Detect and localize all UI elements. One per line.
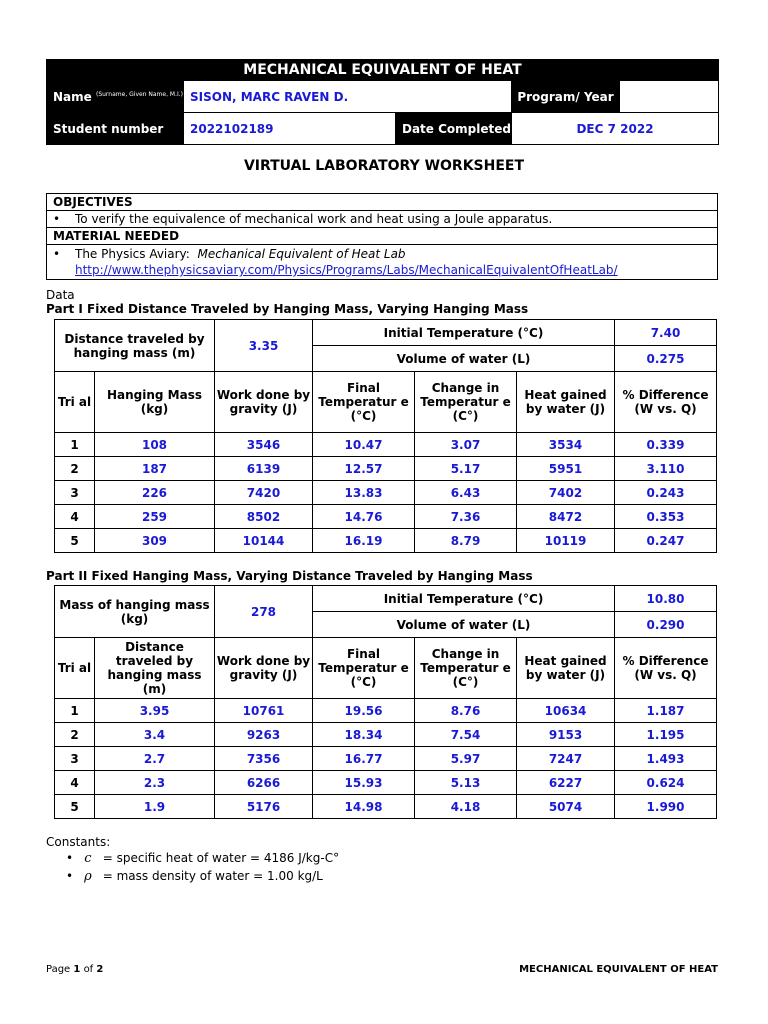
table-cell: 3.07 bbox=[415, 433, 517, 457]
page-number bbox=[46, 964, 103, 975]
page-total: 2 bbox=[96, 964, 104, 975]
table-cell: 1.187 bbox=[615, 699, 717, 723]
part1-col-header: Tri al bbox=[55, 372, 95, 433]
bullet-icon: • bbox=[53, 212, 61, 226]
constants-label: Constants: bbox=[46, 835, 111, 849]
physics-aviary-link[interactable]: http://www.thephysicsaviary.com/Physics/Programs/Labs/MechanicalEquivalentOfHeatLab/ bbox=[75, 263, 618, 277]
constant-text: = specific heat of water = 4186 J/kg-C° bbox=[102, 851, 340, 865]
objectives-heading: OBJECTIVES bbox=[47, 194, 718, 211]
part1-table bbox=[54, 319, 717, 553]
objective-text: To verify the equivalence of mechanical work and heat using a Joule apparatus. bbox=[75, 212, 553, 226]
table-cell: 0.353 bbox=[615, 505, 717, 529]
table-cell: 3.110 bbox=[615, 457, 717, 481]
table-cell: 0.243 bbox=[615, 481, 717, 505]
table-cell: 1.493 bbox=[615, 747, 717, 771]
table-cell: 1.990 bbox=[615, 795, 717, 819]
worksheet-header-title: MECHANICAL EQUIVALENT OF HEAT bbox=[47, 60, 719, 81]
material-title: Mechanical Equivalent of Heat Lab bbox=[197, 247, 406, 261]
table-cell: 5.97 bbox=[415, 747, 517, 771]
table-row bbox=[55, 481, 717, 505]
table-cell: 10144 bbox=[215, 529, 313, 553]
objective-item bbox=[47, 211, 718, 228]
part1-volume-label: Volume of water (L) bbox=[313, 346, 615, 372]
page-title: VIRTUAL LABORATORY WORKSHEET bbox=[243, 158, 525, 174]
table-cell: 8.76 bbox=[415, 699, 517, 723]
part1-col-header: % Difference (W vs. Q) bbox=[615, 372, 717, 433]
table-cell: 10761 bbox=[215, 699, 313, 723]
part2-title: Part II Fixed Hanging Mass, Varying Distance Traveled by Hanging Mass bbox=[46, 569, 533, 583]
table-cell: 8472 bbox=[517, 505, 615, 529]
table-cell: 12.57 bbox=[313, 457, 415, 481]
constant-text: = mass density of water = 1.00 kg/L bbox=[102, 869, 323, 883]
table-cell: 2 bbox=[55, 723, 95, 747]
table-row bbox=[55, 795, 717, 819]
table-cell: 5 bbox=[55, 529, 95, 553]
bullet-icon: • bbox=[53, 247, 61, 261]
page-prefix: Page bbox=[46, 964, 71, 975]
table-cell: 2.3 bbox=[95, 771, 215, 795]
table-cell: 16.19 bbox=[313, 529, 415, 553]
bullet-icon: • bbox=[66, 869, 74, 883]
table-cell: 6266 bbox=[215, 771, 313, 795]
materials-heading: MATERIAL NEEDED bbox=[47, 228, 718, 245]
table-cell: 3.95 bbox=[95, 699, 215, 723]
table-cell: 1.9 bbox=[95, 795, 215, 819]
part2-col-header: Final Temperatur e (°C) bbox=[313, 638, 415, 699]
table-row bbox=[55, 529, 717, 553]
table-cell: 1 bbox=[55, 699, 95, 723]
program-label: Program/ Year bbox=[512, 81, 620, 113]
table-cell: 8.79 bbox=[415, 529, 517, 553]
table-cell: 5 bbox=[55, 795, 95, 819]
part1-col-header: Hanging Mass (kg) bbox=[95, 372, 215, 433]
table-cell: 3 bbox=[55, 481, 95, 505]
table-cell: 10119 bbox=[517, 529, 615, 553]
part1-fixed-label: Distance traveled by hanging mass (m) bbox=[55, 320, 215, 372]
part2-col-header: Distance traveled by hanging mass (m) bbox=[95, 638, 215, 699]
part1-initial-temp-value: 7.40 bbox=[615, 320, 717, 346]
data-label: Data bbox=[46, 288, 75, 302]
date-label: Date Completed bbox=[396, 113, 512, 145]
table-cell: 259 bbox=[95, 505, 215, 529]
table-cell: 7420 bbox=[215, 481, 313, 505]
table-cell: 5951 bbox=[517, 457, 615, 481]
table-cell: 14.76 bbox=[313, 505, 415, 529]
table-row bbox=[55, 505, 717, 529]
name-hint: (Surname, Given Name, M.I.) bbox=[95, 90, 184, 98]
name-value: SISON, MARC RAVEN D. bbox=[184, 81, 512, 113]
table-cell: 9153 bbox=[517, 723, 615, 747]
table-cell: 7247 bbox=[517, 747, 615, 771]
table-cell: 5074 bbox=[517, 795, 615, 819]
part2-volume-label: Volume of water (L) bbox=[313, 612, 615, 638]
page-current: 1 bbox=[73, 964, 81, 975]
part1-col-header: Work done by gravity (J) bbox=[215, 372, 313, 433]
table-cell: 15.93 bbox=[313, 771, 415, 795]
table-cell: 6227 bbox=[517, 771, 615, 795]
table-cell: 0.624 bbox=[615, 771, 717, 795]
table-cell: 4 bbox=[55, 771, 95, 795]
table-cell: 7.54 bbox=[415, 723, 517, 747]
table-cell: 18.34 bbox=[313, 723, 415, 747]
table-cell: 3546 bbox=[215, 433, 313, 457]
part1-initial-temp-label: Initial Temperature (°C) bbox=[313, 320, 615, 346]
constant-item bbox=[66, 851, 339, 866]
date-value: DEC 7 2022 bbox=[512, 113, 719, 145]
part1-fixed-value: 3.35 bbox=[215, 320, 313, 372]
student-number-value: 2022102189 bbox=[184, 113, 396, 145]
part2-col-header: % Difference (W vs. Q) bbox=[615, 638, 717, 699]
table-cell: 226 bbox=[95, 481, 215, 505]
table-cell: 4 bbox=[55, 505, 95, 529]
table-row bbox=[55, 699, 717, 723]
table-cell: 0.247 bbox=[615, 529, 717, 553]
name-label-cell bbox=[47, 81, 184, 113]
table-cell: 3 bbox=[55, 747, 95, 771]
student-number-label: Student number bbox=[47, 113, 184, 145]
material-prefix: The Physics Aviary: bbox=[75, 247, 190, 261]
table-cell: 2.7 bbox=[95, 747, 215, 771]
table-cell: 2 bbox=[55, 457, 95, 481]
table-row bbox=[55, 457, 717, 481]
part2-volume-value: 0.290 bbox=[615, 612, 717, 638]
table-cell: 6139 bbox=[215, 457, 313, 481]
part2-table bbox=[54, 585, 717, 819]
part2-col-header: Change in Temperatur e (C°) bbox=[415, 638, 517, 699]
program-value bbox=[620, 81, 719, 113]
constant-item bbox=[66, 869, 323, 884]
table-cell: 7.36 bbox=[415, 505, 517, 529]
table-row bbox=[55, 771, 717, 795]
table-row bbox=[55, 747, 717, 771]
part2-col-header: Heat gained by water (J) bbox=[517, 638, 615, 699]
part2-fixed-label: Mass of hanging mass (kg) bbox=[55, 586, 215, 638]
part1-col-header: Heat gained by water (J) bbox=[517, 372, 615, 433]
bullet-icon: • bbox=[66, 851, 74, 865]
table-cell: 10634 bbox=[517, 699, 615, 723]
part1-volume-value: 0.275 bbox=[615, 346, 717, 372]
table-cell: 1.195 bbox=[615, 723, 717, 747]
table-cell: 16.77 bbox=[313, 747, 415, 771]
table-cell: 5.17 bbox=[415, 457, 517, 481]
student-info-table bbox=[46, 59, 719, 145]
footer-title: MECHANICAL EQUIVALENT OF HEAT bbox=[519, 964, 718, 975]
table-cell: 9263 bbox=[215, 723, 313, 747]
table-cell: 6.43 bbox=[415, 481, 517, 505]
part2-col-header: Work done by gravity (J) bbox=[215, 638, 313, 699]
objectives-table bbox=[46, 193, 718, 280]
part2-col-header: Tri al bbox=[55, 638, 95, 699]
table-cell: 108 bbox=[95, 433, 215, 457]
table-cell: 7356 bbox=[215, 747, 313, 771]
part2-initial-temp-value: 10.80 bbox=[615, 586, 717, 612]
part1-col-header: Final Temperatur e (°C) bbox=[313, 372, 415, 433]
material-item bbox=[47, 245, 718, 280]
table-cell: 14.98 bbox=[313, 795, 415, 819]
table-cell: 4.18 bbox=[415, 795, 517, 819]
constant-symbol: c bbox=[84, 851, 92, 866]
table-cell: 5176 bbox=[215, 795, 313, 819]
table-cell: 187 bbox=[95, 457, 215, 481]
name-label: Name bbox=[53, 89, 92, 104]
table-cell: 3.4 bbox=[95, 723, 215, 747]
part1-col-header: Change in Temperatur e (C°) bbox=[415, 372, 517, 433]
table-cell: 1 bbox=[55, 433, 95, 457]
part2-fixed-value: 278 bbox=[215, 586, 313, 638]
part2-initial-temp-label: Initial Temperature (°C) bbox=[313, 586, 615, 612]
table-cell: 19.56 bbox=[313, 699, 415, 723]
table-cell: 5.13 bbox=[415, 771, 517, 795]
table-cell: 3534 bbox=[517, 433, 615, 457]
table-row bbox=[55, 723, 717, 747]
table-cell: 10.47 bbox=[313, 433, 415, 457]
table-cell: 309 bbox=[95, 529, 215, 553]
page-of: of bbox=[83, 964, 94, 975]
table-cell: 7402 bbox=[517, 481, 615, 505]
part1-title: Part I Fixed Distance Traveled by Hanging Mass, Varying Hanging Mass bbox=[46, 302, 529, 316]
table-cell: 8502 bbox=[215, 505, 313, 529]
table-cell: 13.83 bbox=[313, 481, 415, 505]
table-cell: 0.339 bbox=[615, 433, 717, 457]
constant-symbol: ρ bbox=[84, 869, 92, 884]
table-row bbox=[55, 433, 717, 457]
